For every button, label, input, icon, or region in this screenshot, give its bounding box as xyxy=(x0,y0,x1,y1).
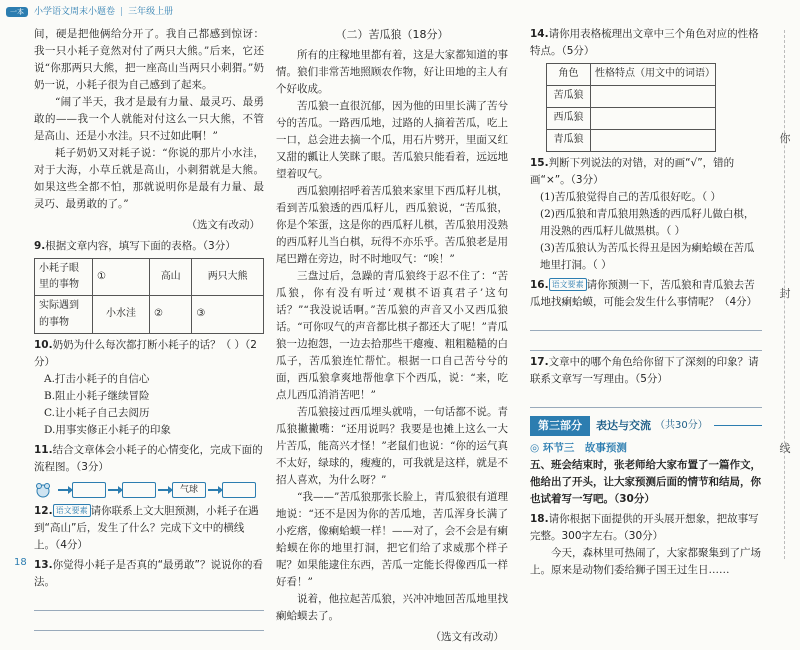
answer-line[interactable] xyxy=(530,388,762,408)
option-c[interactable]: C.让小耗子自己去阅历 xyxy=(44,406,150,419)
flow-box-blank[interactable] xyxy=(222,482,256,498)
question-text: 结合文章体会小耗子的心情变化，完成下面的流程图。（3分） xyxy=(34,443,263,473)
question-15 xyxy=(530,155,762,189)
column-3 xyxy=(530,26,762,579)
table-cell[interactable] xyxy=(591,130,716,152)
passage-para: 苦瓜狼一直很沉郁，因为他的田里长满了苦兮兮的苦瓜。一路西瓜地，过路的人摘着苦瓜，吃上一口，总会进去摘一个瓜，用石片劈开，里面又红又甜的瓤让人笑眯了眼。苦瓜狼只能看着，远远地望着叹气。 xyxy=(276,99,508,180)
arrow-icon xyxy=(158,489,170,491)
passage-para: 西瓜狼刚招呼着苦瓜狼来家里下西瓜籽儿棋，看到苦瓜狼透的西瓜籽儿，西瓜狼说，“苦瓜狼，你是个笨蛋，这是你的西瓜籽儿棋，苦瓜狼用没熟的西瓜籽儿当白棋，玩得不亦乐乎。苦瓜狼老是用尾巴蹭在旁边，时不时地叹气：“唉！” xyxy=(276,184,508,265)
column-1 xyxy=(34,26,264,631)
part-three-banner xyxy=(530,416,762,436)
answer-line[interactable] xyxy=(530,331,762,351)
arrow-icon xyxy=(108,489,120,491)
table-cell[interactable]: ③ xyxy=(192,296,264,333)
table-row xyxy=(547,86,716,108)
table-row xyxy=(547,130,716,152)
passage-para: 苦瓜狼接过西瓜埋头就啃，一句话都不说。青瓜狼撇撇嘴：“还用说吗？我要是也摊上这么一大片苦瓜，能高兴才怪！”老鼠们也说：“你的运气真不太好，绿球的，瘦瘦的，可我就是这样，就是不招人喜欢，为什么呀？” xyxy=(276,405,508,486)
question-9 xyxy=(34,238,264,255)
margin-char: 封 xyxy=(779,287,791,300)
table-9 xyxy=(34,258,264,334)
mouse-icon xyxy=(34,481,52,499)
table-row xyxy=(547,64,716,86)
question-18 xyxy=(530,511,762,545)
passage-para: “闹了半天，我才是最有力量、最灵巧、最勇敢的——我一个人就能对付这么一只大熊，不管是高山、还是小水洼。只不过如此啊！” xyxy=(34,96,264,142)
question-12 xyxy=(34,503,264,554)
question-number: 14. xyxy=(530,28,549,40)
part-label: 第三部分 xyxy=(530,416,590,436)
flow-box-given: 气球 xyxy=(172,482,206,498)
flow-box-blank[interactable] xyxy=(122,482,156,498)
table-cell: 西瓜狼 xyxy=(547,108,591,130)
table-cell: 小水洼 xyxy=(93,296,150,333)
question-16 xyxy=(530,277,762,311)
question-10 xyxy=(34,337,264,371)
answer-line[interactable] xyxy=(530,311,762,331)
table-cell: 高山 xyxy=(150,259,192,296)
question-text: 文章中的哪个角色给你留下了深刻的印象？请联系文章写一写理由。（5分） xyxy=(530,356,759,385)
column-2 xyxy=(276,26,508,650)
question-number: 17. xyxy=(530,356,549,368)
passage-para: 所有的庄稼地里都有着，这是大家都知道的事情。狼们非常苦地照顾农作物，好让田地的主人有个好收成。 xyxy=(276,48,508,95)
table-header: 性格特点（用文中的词语） xyxy=(591,64,716,86)
question-text: 请你用表格梳理出文章中三个角色对应的性格特点。（5分） xyxy=(530,28,759,57)
table-cell: 青瓜狼 xyxy=(547,130,591,152)
passage-para: 间，硬是把他俩给分开了。我自己都感到惊讶：我一只小耗子竟然对付了两只大熊。”后来，它还说“你那两只大熊，把一座高山当两只小刺猬。”奶奶一说，小耗子很为自己感到了起来。 xyxy=(34,28,264,91)
section-title: ◎ 环节三 故事预测 xyxy=(530,441,627,454)
option-a[interactable]: A.打击小耗子的自信心 xyxy=(44,372,150,385)
question-number: 12. xyxy=(34,504,53,517)
page-header xyxy=(6,4,173,20)
book-title: 小学语文周末小题卷 xyxy=(34,6,116,17)
question-text: 你觉得小耗子是否真的“最勇敢”？说说你的看法。 xyxy=(34,558,263,588)
judge-item[interactable]: (3)苦瓜狼认为苦瓜长得丑是因为瘌蛤蟆在苦瓜地里打洞。（ ） xyxy=(540,242,755,271)
table-cell: 两只大熊 xyxy=(192,259,264,296)
table-cell: 苦瓜狼 xyxy=(547,86,591,108)
question-text: 请你根据下面提供的开头展开想象，把故事写完整。300字左右。（30分） xyxy=(530,512,759,542)
table-cell[interactable] xyxy=(591,86,716,108)
flow-chart xyxy=(34,480,264,500)
answer-line[interactable] xyxy=(34,591,264,611)
table-header: 角色 xyxy=(547,64,591,86)
option-d[interactable]: D.用事实修正小耗子的印象 xyxy=(44,423,171,436)
brand-logo: 一本 xyxy=(6,7,28,17)
question-11 xyxy=(34,442,264,476)
divider xyxy=(714,425,762,426)
passage-para: 三盘过后，急躁的青瓜狼终于忍不住了：“苦瓜狼，你有没有听过‘观棋不语真君子’这句话？”“我没说话啊。”苦瓜狼的声音又小又西瓜狼话。“可你叹气的声音都比棋子都还大了呢！”青瓜狼一边抱怨，一边去拾那些干瘪瘦、粗粗糙糙的白瓜子，苦瓜狼连忙帮忙。根据一口自己苦兮兮的面，西瓜狼拿爽地帮他拿下个西瓜，说：“来，吃点儿西瓜消消苦吧！” xyxy=(276,269,508,401)
table-cell: 实际遇到的事物 xyxy=(35,296,93,333)
page-number: 18 xyxy=(14,556,27,568)
part-name: 表达与交流 xyxy=(596,419,651,432)
option-b[interactable]: B.阻止小耗子继续冒险 xyxy=(44,389,150,402)
passage-para: 说着，他拉起苦瓜狼，兴冲冲地回苦瓜地里找瘌蛤蟆去了。 xyxy=(276,592,508,622)
arrow-icon xyxy=(208,489,220,491)
grade-label: 三年级上册 xyxy=(128,6,174,17)
story-opening: 今天，森林里可热闹了，大家都聚集到了广场上。原来是动物们委给狮子国王过生日…… xyxy=(530,546,761,576)
question-text: 请你联系上文大胆预测，小耗子在遇到“高山”后，发生了什么？完成下文中的横线上。（4分） xyxy=(34,504,259,551)
essay-instruction: 五、班会结束时，张老师给大家布置了一篇作文，他给出了开头，让大家预测后面的情节和结局，你也试着写一写吧。（30分） xyxy=(530,458,761,505)
question-13 xyxy=(34,557,264,591)
table-cell[interactable]: ② xyxy=(150,296,192,333)
table-cell[interactable] xyxy=(591,108,716,130)
source-note: （选文有改动） xyxy=(430,630,504,643)
table-cell: 小耗子眼里的事物 xyxy=(35,259,93,296)
margin-char: 线 xyxy=(779,442,791,455)
judge-item[interactable]: (2)西瓜狼和青瓜狼用熟透的西瓜籽儿做白棋，用没熟的西瓜籽儿做黑棋。（ ） xyxy=(540,208,755,237)
part-points: （共30分） xyxy=(655,419,708,431)
question-number: 10. xyxy=(34,338,53,351)
table-row xyxy=(547,108,716,130)
passage-para: 耗子奶奶又对耗子说：“你说的那片小水洼，对于大海，小草丘就是高山，小刺猬就是大熊。如果这些全都不怕，那就说明你是最有力量、最灵巧、最勇敢的了。” xyxy=(34,147,264,210)
table-row xyxy=(35,296,264,333)
answer-line[interactable] xyxy=(34,611,264,631)
skill-tag: 语文要素 xyxy=(549,278,587,291)
header-separator: | xyxy=(120,6,124,17)
passage-para: “我——”苦瓜狼那张长脸上，青瓜狼很有道理地说：“还不是因为你的苦瓜地，苦瓜浑身长满了小疙瘩，像瘌蛤蟆一样！——对了，会不会是有瘌蛤蟆在你的地里打洞，把它们给了求威那个样子呢？如果能逮住东西，苦瓜一定能长得像西瓜一样好看！” xyxy=(276,490,508,588)
question-text: 判断下列说法的对错，对的画“√”，错的画“×”。（3分） xyxy=(530,157,735,186)
skill-tag: 语文要素 xyxy=(53,504,91,517)
source-note: （选文有改动） xyxy=(186,219,260,231)
question-text: 请你预测一下，苦瓜狼和青瓜狼去苦瓜地找瘌蛤蟆，可能会发生什么事情呢？（4分） xyxy=(530,279,758,308)
judge-item[interactable]: (1)苦瓜狼觉得自己的苦瓜很好吃。（ ） xyxy=(540,191,721,203)
arrow-icon xyxy=(58,489,70,491)
table-row xyxy=(35,259,264,296)
question-number: 9. xyxy=(34,240,46,252)
question-17 xyxy=(530,354,762,388)
question-number: 11. xyxy=(34,443,53,456)
passage-title: （二）苦瓜狼（18分） xyxy=(335,28,449,41)
question-number: 18. xyxy=(530,512,549,525)
question-14 xyxy=(530,26,762,60)
question-number: 16. xyxy=(530,279,549,291)
margin-char: 你 xyxy=(779,132,791,145)
question-text: 奶奶为什么每次都打断小耗子的话？（ ）（2分） xyxy=(34,338,257,368)
table-cell[interactable]: ① xyxy=(93,259,150,296)
question-text: 根据文章内容，填写下面的表格。（3分） xyxy=(45,240,236,252)
question-number: 15. xyxy=(530,157,549,169)
flow-box-blank[interactable] xyxy=(72,482,106,498)
question-number: 13. xyxy=(34,558,53,571)
table-14 xyxy=(546,63,716,152)
